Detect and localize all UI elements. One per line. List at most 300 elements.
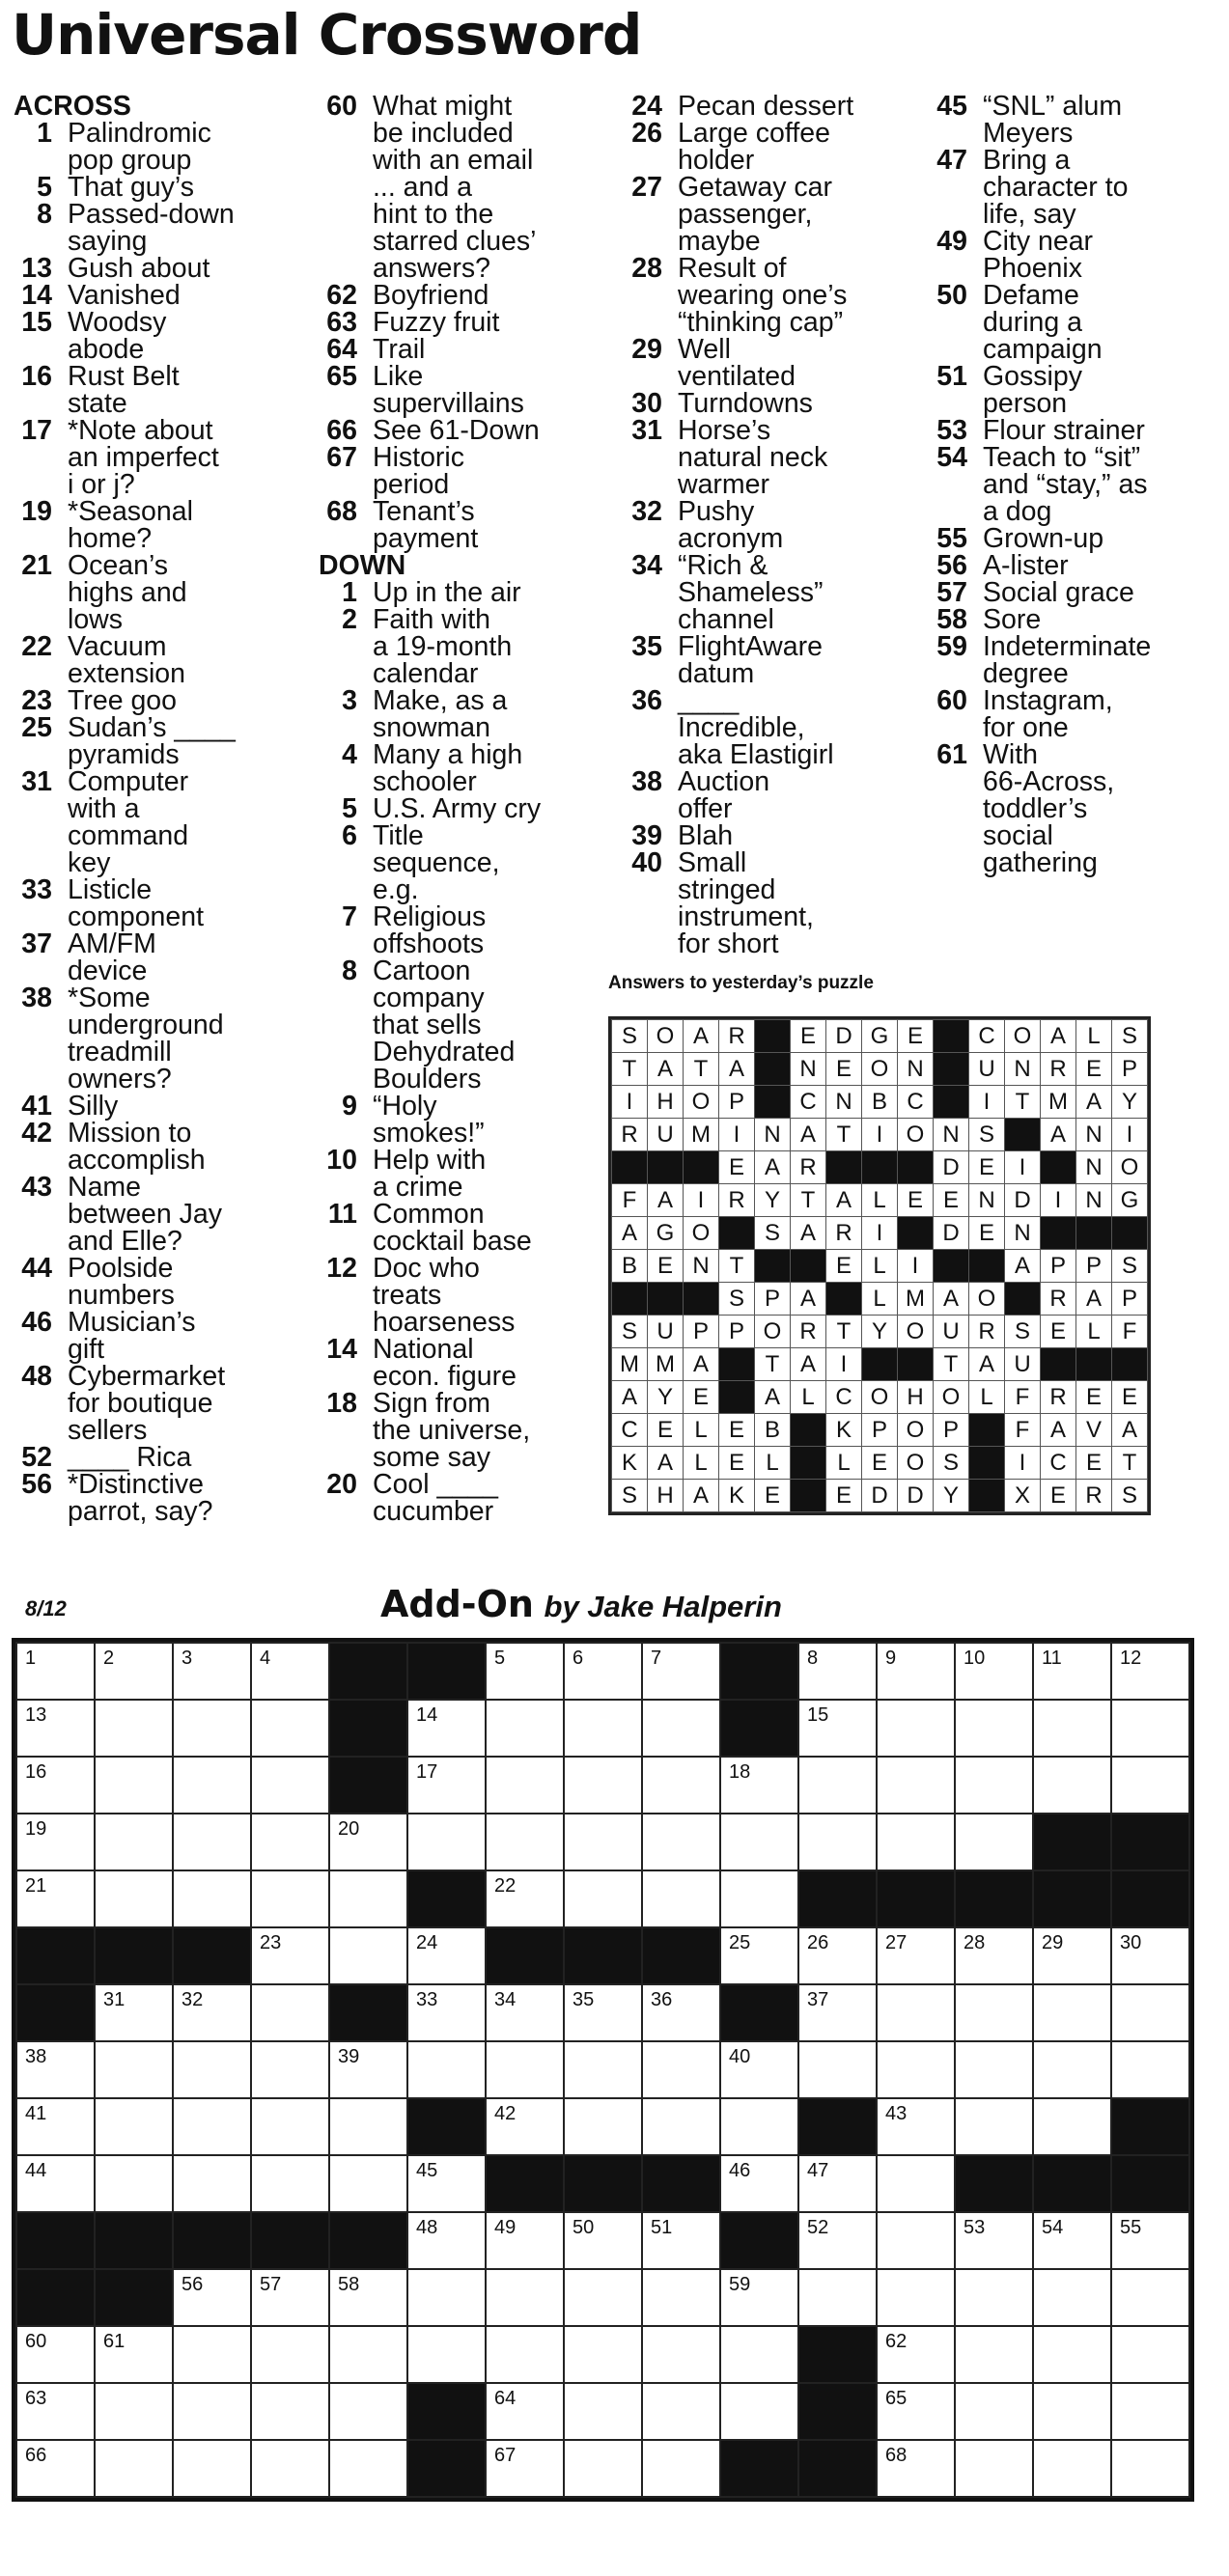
grid-cell[interactable] [329, 2440, 407, 2497]
grid-cell[interactable] [877, 2212, 955, 2269]
clue-number: 24 [631, 91, 662, 122]
grid-cell[interactable] [173, 2098, 251, 2155]
clue-text: Well [678, 334, 731, 365]
grid-cell[interactable] [1033, 2212, 1111, 2269]
cell-number: 16 [25, 1761, 47, 1783]
answer-black-square [755, 1250, 791, 1283]
grid-cell[interactable] [173, 2041, 251, 2098]
clue-text: Indeterminate [983, 631, 1152, 662]
grid-cell[interactable] [173, 1870, 251, 1927]
grid-cell[interactable] [407, 1927, 486, 1984]
grid-cell[interactable] [642, 1757, 720, 1814]
clue-text: datum [678, 658, 755, 689]
grid-cell[interactable] [173, 2269, 251, 2326]
answer-black-square [791, 1447, 826, 1480]
clue-text: *Distinctive [68, 1469, 204, 1500]
grid-cell[interactable] [251, 2269, 329, 2326]
clue-number: 28 [631, 253, 662, 284]
grid-black-square [251, 2212, 329, 2269]
answer-letter: N [1005, 1053, 1041, 1086]
grid-cell[interactable] [1111, 1984, 1189, 2041]
grid-cell[interactable] [564, 1814, 642, 1870]
cell-number: 25 [729, 1932, 751, 1953]
grid-cell[interactable] [955, 1643, 1033, 1700]
grid-cell[interactable] [564, 1700, 642, 1757]
grid-cell[interactable] [1111, 2269, 1189, 2326]
grid-cell[interactable] [564, 1984, 642, 2041]
grid-cell[interactable] [486, 1757, 564, 1814]
answer-letter: C [612, 1414, 648, 1447]
grid-cell[interactable] [1033, 2098, 1111, 2155]
grid-cell[interactable] [407, 2326, 486, 2383]
grid-cell[interactable] [877, 2269, 955, 2326]
clue-number: 38 [631, 766, 662, 797]
grid-cell[interactable] [173, 1643, 251, 1700]
grid-cell[interactable] [251, 2155, 329, 2212]
clue-number: 12 [326, 1253, 357, 1284]
grid-cell[interactable] [251, 2326, 329, 2383]
grid-cell[interactable] [642, 2269, 720, 2326]
grid-cell[interactable] [16, 1814, 95, 1870]
grid-cell[interactable] [95, 2041, 173, 2098]
grid-black-square [720, 1700, 798, 1757]
grid-cell[interactable] [251, 1643, 329, 1700]
clue-text: between Jay [68, 1199, 223, 1230]
grid-cell[interactable] [251, 1757, 329, 1814]
grid-row [16, 1757, 1189, 1814]
clue-text: Rust Belt [68, 361, 180, 392]
grid-cell[interactable] [877, 1700, 955, 1757]
grid-cell[interactable] [955, 1984, 1033, 2041]
grid-cell[interactable] [877, 2383, 955, 2440]
clue-text: Auction [678, 766, 770, 797]
grid-black-square [329, 1643, 407, 1700]
grid-cell[interactable] [877, 2440, 955, 2497]
grid-cell[interactable] [1033, 2326, 1111, 2383]
answer-letter: L [862, 1184, 898, 1217]
grid-cell[interactable] [329, 2326, 407, 2383]
clue-text: Tree goo [68, 685, 178, 716]
clue-text: supervillains [373, 388, 524, 419]
clue-text: Cybermarket [68, 1361, 226, 1392]
clue-item [929, 417, 1151, 444]
clue-text: Small [678, 847, 747, 878]
grid-cell[interactable] [486, 1643, 564, 1700]
cell-number: 59 [729, 2274, 751, 2295]
answer-letter: I [1005, 1151, 1041, 1184]
grid-cell[interactable] [1033, 1643, 1111, 1700]
grid-cell[interactable] [1111, 1757, 1189, 1814]
grid-cell[interactable] [1111, 2041, 1189, 2098]
grid-cell[interactable] [798, 1814, 877, 1870]
grid-cell[interactable] [95, 2098, 173, 2155]
grid-cell[interactable] [955, 1927, 1033, 1984]
grid-cell[interactable] [1033, 2041, 1111, 2098]
grid-cell[interactable] [95, 1870, 173, 1927]
grid-cell[interactable] [1033, 2269, 1111, 2326]
grid-cell[interactable] [173, 2440, 251, 2497]
grid-cell[interactable] [1111, 2440, 1189, 2497]
answer-letter: R [1076, 1480, 1112, 1512]
grid-cell[interactable] [486, 2041, 564, 2098]
answer-letter: S [969, 1119, 1005, 1151]
grid-cell[interactable] [877, 2326, 955, 2383]
grid-cell[interactable] [798, 1927, 877, 1984]
cell-number: 4 [260, 1648, 271, 1669]
grid-cell[interactable] [798, 2041, 877, 2098]
clue-number: 20 [326, 1469, 357, 1500]
grid-cell[interactable] [329, 1870, 407, 1927]
grid-cell[interactable] [642, 1870, 720, 1927]
answers-row [612, 1316, 1148, 1348]
grid-cell[interactable] [877, 1757, 955, 1814]
cell-number: 5 [494, 1648, 506, 1669]
grid-cell[interactable] [642, 1643, 720, 1700]
grid-cell[interactable] [798, 1643, 877, 1700]
grid-cell[interactable] [407, 2155, 486, 2212]
grid-cell[interactable] [720, 1927, 798, 1984]
clue-item [14, 633, 236, 687]
grid-cell[interactable] [173, 2326, 251, 2383]
grid-cell[interactable] [564, 2440, 642, 2497]
answer-letter: P [934, 1414, 969, 1447]
grid-cell[interactable] [877, 1643, 955, 1700]
answer-letter: A [1041, 1414, 1076, 1447]
grid-cell[interactable] [564, 1870, 642, 1927]
grid-cell[interactable] [564, 1757, 642, 1814]
answer-black-square [934, 1020, 969, 1053]
grid-cell[interactable] [329, 1814, 407, 1870]
answer-letter: U [934, 1316, 969, 1348]
answer-letter: E [755, 1480, 791, 1512]
grid-cell[interactable] [407, 1757, 486, 1814]
clue-item [319, 1336, 541, 1390]
grid-cell[interactable] [16, 1757, 95, 1814]
answer-black-square [1076, 1217, 1112, 1250]
grid-cell[interactable] [1033, 1757, 1111, 1814]
grid-cell[interactable] [1111, 2326, 1189, 2383]
answer-letter: L [684, 1447, 719, 1480]
clue-text: *Note about [68, 415, 213, 446]
grid-cell[interactable] [642, 1814, 720, 1870]
grid-cell[interactable] [16, 1700, 95, 1757]
grid-row [16, 2212, 1189, 2269]
clue-text: lows [68, 604, 124, 635]
grid-cell[interactable] [642, 2440, 720, 2497]
clue-text: home? [68, 523, 153, 554]
clue-text: calendar [373, 658, 479, 689]
grid-cell[interactable] [173, 2155, 251, 2212]
clue-text: gathering [983, 847, 1098, 878]
grid-black-square [407, 1643, 486, 1700]
grid-cell[interactable] [329, 2041, 407, 2098]
grid-cell[interactable] [329, 2383, 407, 2440]
clue-text: a crime [373, 1172, 463, 1203]
grid-cell[interactable] [564, 2269, 642, 2326]
grid-cell[interactable] [486, 1700, 564, 1757]
answer-letter: A [684, 1348, 719, 1381]
grid-cell[interactable] [173, 1757, 251, 1814]
grid-cell[interactable] [407, 2041, 486, 2098]
clue-text: Help with [373, 1145, 487, 1176]
grid-cell[interactable] [329, 2098, 407, 2155]
grid-cell[interactable] [251, 1927, 329, 1984]
grid-cell[interactable] [798, 1757, 877, 1814]
grid-cell[interactable] [877, 1814, 955, 1870]
grid-cell[interactable] [564, 1643, 642, 1700]
clue-item [624, 255, 853, 336]
grid-cell[interactable] [329, 1927, 407, 1984]
grid-black-square [173, 1927, 251, 1984]
grid-cell[interactable] [95, 2440, 173, 2497]
grid-cell[interactable] [955, 2383, 1033, 2440]
grid-cell[interactable] [642, 2326, 720, 2383]
clue-text: acronym [678, 523, 784, 554]
clue-item [929, 552, 1151, 579]
grid-cell[interactable] [1111, 1700, 1189, 1757]
answer-letter: E [826, 1053, 862, 1086]
clue-text: *Seasonal [68, 496, 193, 527]
grid-cell[interactable] [642, 2212, 720, 2269]
grid-cell[interactable] [720, 2269, 798, 2326]
grid-cell[interactable] [955, 2098, 1033, 2155]
clue-text: highs and [68, 577, 187, 608]
grid-black-square [16, 1984, 95, 2041]
grid-cell[interactable] [16, 2383, 95, 2440]
grid-cell[interactable] [407, 1984, 486, 2041]
grid-cell[interactable] [16, 2326, 95, 2383]
grid-cell[interactable] [1111, 2383, 1189, 2440]
cell-number: 51 [651, 2217, 673, 2238]
grid-cell[interactable] [16, 2098, 95, 2155]
grid-cell[interactable] [95, 1757, 173, 1814]
clue-text: starred clues’ [373, 226, 537, 257]
clue-item [624, 822, 853, 849]
clue-number: 66 [326, 415, 357, 446]
clue-text: a 19-month [373, 631, 513, 662]
grid-cell[interactable] [486, 1814, 564, 1870]
grid-cell[interactable] [955, 2041, 1033, 2098]
grid-black-square [642, 2155, 720, 2212]
grid-cell[interactable] [955, 2440, 1033, 2497]
grid-cell[interactable] [798, 2155, 877, 2212]
grid-black-square [1033, 1870, 1111, 1927]
grid-cell[interactable] [798, 2212, 877, 2269]
grid-cell[interactable] [642, 2098, 720, 2155]
grid-cell[interactable] [1033, 2440, 1111, 2497]
grid-cell[interactable] [486, 1984, 564, 2041]
grid-cell[interactable] [720, 2326, 798, 2383]
clue-text: smokes!” [373, 1118, 485, 1149]
answers-row [612, 1283, 1148, 1316]
grid-cell[interactable] [720, 2041, 798, 2098]
answer-letter: A [684, 1480, 719, 1512]
clue-number: 54 [936, 442, 967, 473]
grid-cell[interactable] [95, 2326, 173, 2383]
grid-cell[interactable] [95, 1700, 173, 1757]
clue-text: Meyers [983, 118, 1074, 149]
page-title: Universal Crossword [12, 2, 642, 68]
grid-cell[interactable] [798, 1984, 877, 2041]
clue-item [319, 282, 541, 309]
grid-cell[interactable] [251, 2383, 329, 2440]
answer-black-square [791, 1250, 826, 1283]
grid-cell[interactable] [720, 1757, 798, 1814]
clue-item [319, 417, 541, 444]
grid-black-square [407, 2383, 486, 2440]
clue-number: 64 [326, 334, 357, 365]
clue-text: stringed [678, 874, 776, 905]
answer-letter: S [719, 1283, 755, 1316]
grid-cell[interactable] [16, 1643, 95, 1700]
grid-cell[interactable] [877, 1984, 955, 2041]
grid-cell[interactable] [720, 2098, 798, 2155]
answer-black-square [612, 1283, 648, 1316]
grid-cell[interactable] [1111, 2212, 1189, 2269]
grid-cell[interactable] [329, 2269, 407, 2326]
grid-cell[interactable] [720, 1870, 798, 1927]
grid-cell[interactable] [1111, 1643, 1189, 1700]
grid-cell[interactable] [877, 2155, 955, 2212]
clue-item [14, 1309, 236, 1363]
grid-cell[interactable] [251, 2098, 329, 2155]
grid-cell[interactable] [1033, 1927, 1111, 1984]
answer-letter: A [969, 1348, 1005, 1381]
grid-cell[interactable] [720, 2155, 798, 2212]
grid-cell[interactable] [955, 1757, 1033, 1814]
grid-cell[interactable] [486, 2212, 564, 2269]
clue-text: schooler [373, 766, 477, 797]
answer-letter: E [1041, 1316, 1076, 1348]
cell-number: 41 [25, 2103, 47, 2124]
grid-cell[interactable] [95, 1814, 173, 1870]
answer-letter: S [1112, 1480, 1148, 1512]
grid-cell[interactable] [1033, 1984, 1111, 2041]
clue-text: maybe [678, 226, 761, 257]
clue-item [929, 363, 1151, 417]
grid-cell[interactable] [251, 1814, 329, 1870]
grid-cell[interactable] [407, 1700, 486, 1757]
answer-letter: M [898, 1283, 934, 1316]
grid-cell[interactable] [173, 1814, 251, 1870]
grid-cell[interactable] [564, 2212, 642, 2269]
grid-cell[interactable] [642, 1700, 720, 1757]
grid-cell[interactable] [564, 2041, 642, 2098]
grid-cell[interactable] [407, 2269, 486, 2326]
grid-cell[interactable] [955, 2212, 1033, 2269]
grid-cell[interactable] [95, 2155, 173, 2212]
grid-cell[interactable] [251, 1700, 329, 1757]
grid-cell[interactable] [955, 1814, 1033, 1870]
grid-cell[interactable] [642, 2383, 720, 2440]
grid-cell[interactable] [16, 2155, 95, 2212]
grid-cell[interactable] [564, 2098, 642, 2155]
grid-cell[interactable] [95, 2383, 173, 2440]
grid-cell[interactable] [251, 2041, 329, 2098]
answer-letter: P [684, 1316, 719, 1348]
answer-black-square [648, 1283, 684, 1316]
grid-cell[interactable] [329, 2155, 407, 2212]
answer-black-square [862, 1151, 898, 1184]
grid-cell[interactable] [16, 2440, 95, 2497]
clue-item [319, 336, 541, 363]
clue-number: 8 [37, 199, 52, 230]
grid-cell[interactable] [1033, 2383, 1111, 2440]
answer-letter: P [755, 1283, 791, 1316]
grid-cell[interactable] [720, 1814, 798, 1870]
clue-text: ____ [678, 685, 740, 716]
clue-number: 5 [342, 793, 357, 824]
answer-letter: E [684, 1381, 719, 1414]
cell-number: 28 [964, 1932, 986, 1953]
clue-item [14, 1444, 236, 1471]
grid-cell[interactable] [564, 2383, 642, 2440]
cell-number: 49 [494, 2217, 517, 2238]
grid-cell[interactable] [95, 1643, 173, 1700]
cell-number: 32 [182, 1989, 204, 2010]
answer-letter: I [719, 1119, 755, 1151]
grid-cell[interactable] [642, 1984, 720, 2041]
grid-cell[interactable] [486, 1870, 564, 1927]
grid-cell[interactable] [486, 2269, 564, 2326]
grid-cell[interactable] [251, 1984, 329, 2041]
clue-column-2 [319, 93, 541, 1525]
grid-cell[interactable] [720, 2383, 798, 2440]
grid-cell[interactable] [251, 1870, 329, 1927]
grid-cell[interactable] [642, 2041, 720, 2098]
answer-letter: E [791, 1020, 826, 1053]
grid-cell[interactable] [877, 1927, 955, 1984]
grid-cell[interactable] [877, 2098, 955, 2155]
grid-cell[interactable] [407, 2212, 486, 2269]
grid-cell[interactable] [877, 2041, 955, 2098]
grid-cell[interactable] [1111, 1927, 1189, 1984]
grid-cell[interactable] [955, 1700, 1033, 1757]
clue-text: Listicle [68, 874, 153, 905]
grid-cell[interactable] [251, 2440, 329, 2497]
answer-letter: E [826, 1480, 862, 1512]
cell-number: 53 [964, 2217, 986, 2238]
grid-cell[interactable] [486, 2326, 564, 2383]
grid-cell[interactable] [486, 2383, 564, 2440]
grid-cell[interactable] [16, 1870, 95, 1927]
grid-cell[interactable] [16, 2041, 95, 2098]
clue-number: 43 [21, 1172, 52, 1203]
grid-cell[interactable] [173, 1984, 251, 2041]
grid-cell[interactable] [173, 1700, 251, 1757]
grid-black-square [16, 1927, 95, 1984]
clue-text: Sign from [373, 1388, 490, 1419]
clue-text: Boyfriend [373, 280, 489, 311]
grid-cell[interactable] [486, 2440, 564, 2497]
grid-cell[interactable] [407, 1814, 486, 1870]
grid-cell[interactable] [486, 2098, 564, 2155]
grid-cell[interactable] [564, 2326, 642, 2383]
grid-cell[interactable] [173, 2383, 251, 2440]
grid-cell[interactable] [798, 2269, 877, 2326]
clue-text: Gossipy [983, 361, 1082, 392]
answer-letter: P [862, 1414, 898, 1447]
grid-cell[interactable] [955, 2326, 1033, 2383]
clue-text: Cool ____ [373, 1469, 498, 1500]
clue-item [319, 822, 541, 903]
clue-text: Shameless” [678, 577, 824, 608]
grid-cell[interactable] [798, 1700, 877, 1757]
grid-cell[interactable] [95, 1984, 173, 2041]
grid-black-square [1033, 1814, 1111, 1870]
grid-cell[interactable] [1033, 1700, 1111, 1757]
grid-cell[interactable] [955, 2269, 1033, 2326]
